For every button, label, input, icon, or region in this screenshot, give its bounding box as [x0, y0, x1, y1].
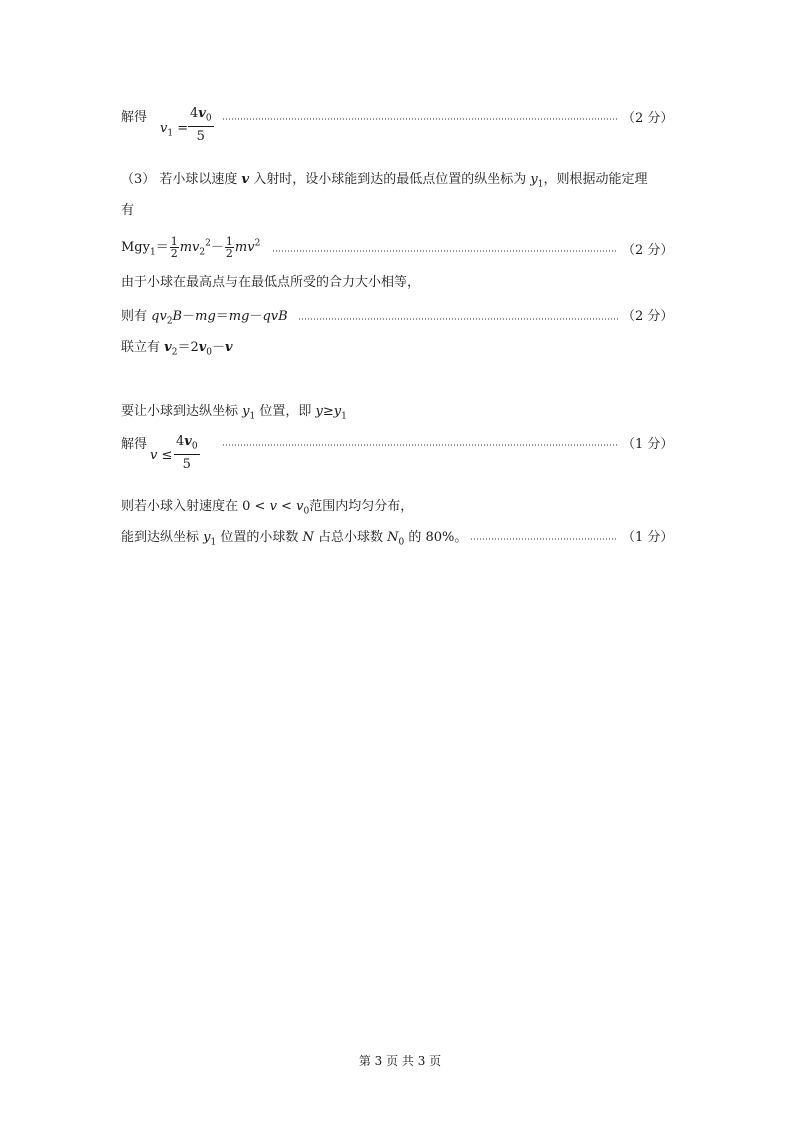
solve1-label: 解得	[121, 110, 148, 125]
part3-continuation: 有	[121, 203, 135, 218]
solve2-equation: v ≤	[150, 448, 173, 463]
distribution-statement: 则若小球入射速度在 $0 < v < v_0$范围内均匀分布，	[121, 499, 414, 517]
final-statement: 能到达纵坐标 $y_1$ 位置的小球数 N 占总小球数 $N_0$ 的 80%。	[121, 530, 468, 548]
leader-dots	[470, 538, 618, 540]
leader-dots	[222, 444, 618, 446]
score-label: （2 分）	[622, 309, 674, 324]
score-label: （1 分）	[622, 437, 674, 452]
combine-equation: 联立有 $v_2=2v_0-v$	[121, 340, 233, 358]
score-label: （2 分）	[622, 243, 674, 258]
score-label: （2 分）	[622, 111, 674, 126]
leader-dots	[222, 118, 618, 120]
force-equation: 则有 $qv_2B-mg=mg-qvB$	[121, 309, 288, 327]
solve1-fraction: $\frac{4v_0}{5}$	[190, 106, 212, 144]
reach-statement: 要让小球到达纵坐标 $y_1$ 位置，即 $y\ge y_1$	[121, 404, 347, 422]
part3-statement: （3） 若小球以速度 v 入射时，设小球能到达的最低点位置的纵坐标为 $y_1$，则根据动能定理	[121, 172, 648, 190]
score-label: （1 分）	[622, 530, 674, 545]
force-statement: 由于小球在最高点与在最低点所受的合力大小相等，	[121, 275, 421, 290]
solve2-fraction: $\frac{4v_0}{5}$	[176, 434, 198, 472]
solve2-label: 解得	[121, 437, 148, 452]
solve1-equation: $v_1$ =	[160, 121, 189, 139]
energy-equation: Mgy$_1$＝ $\frac{1}{2}$ $mv_2^2-$ $\frac{1}{2}$ $mv^2$	[121, 235, 261, 260]
leader-dots	[272, 250, 618, 252]
page-footer: 第 3 页 共 3 页	[358, 1054, 442, 1068]
leader-dots	[298, 318, 618, 320]
